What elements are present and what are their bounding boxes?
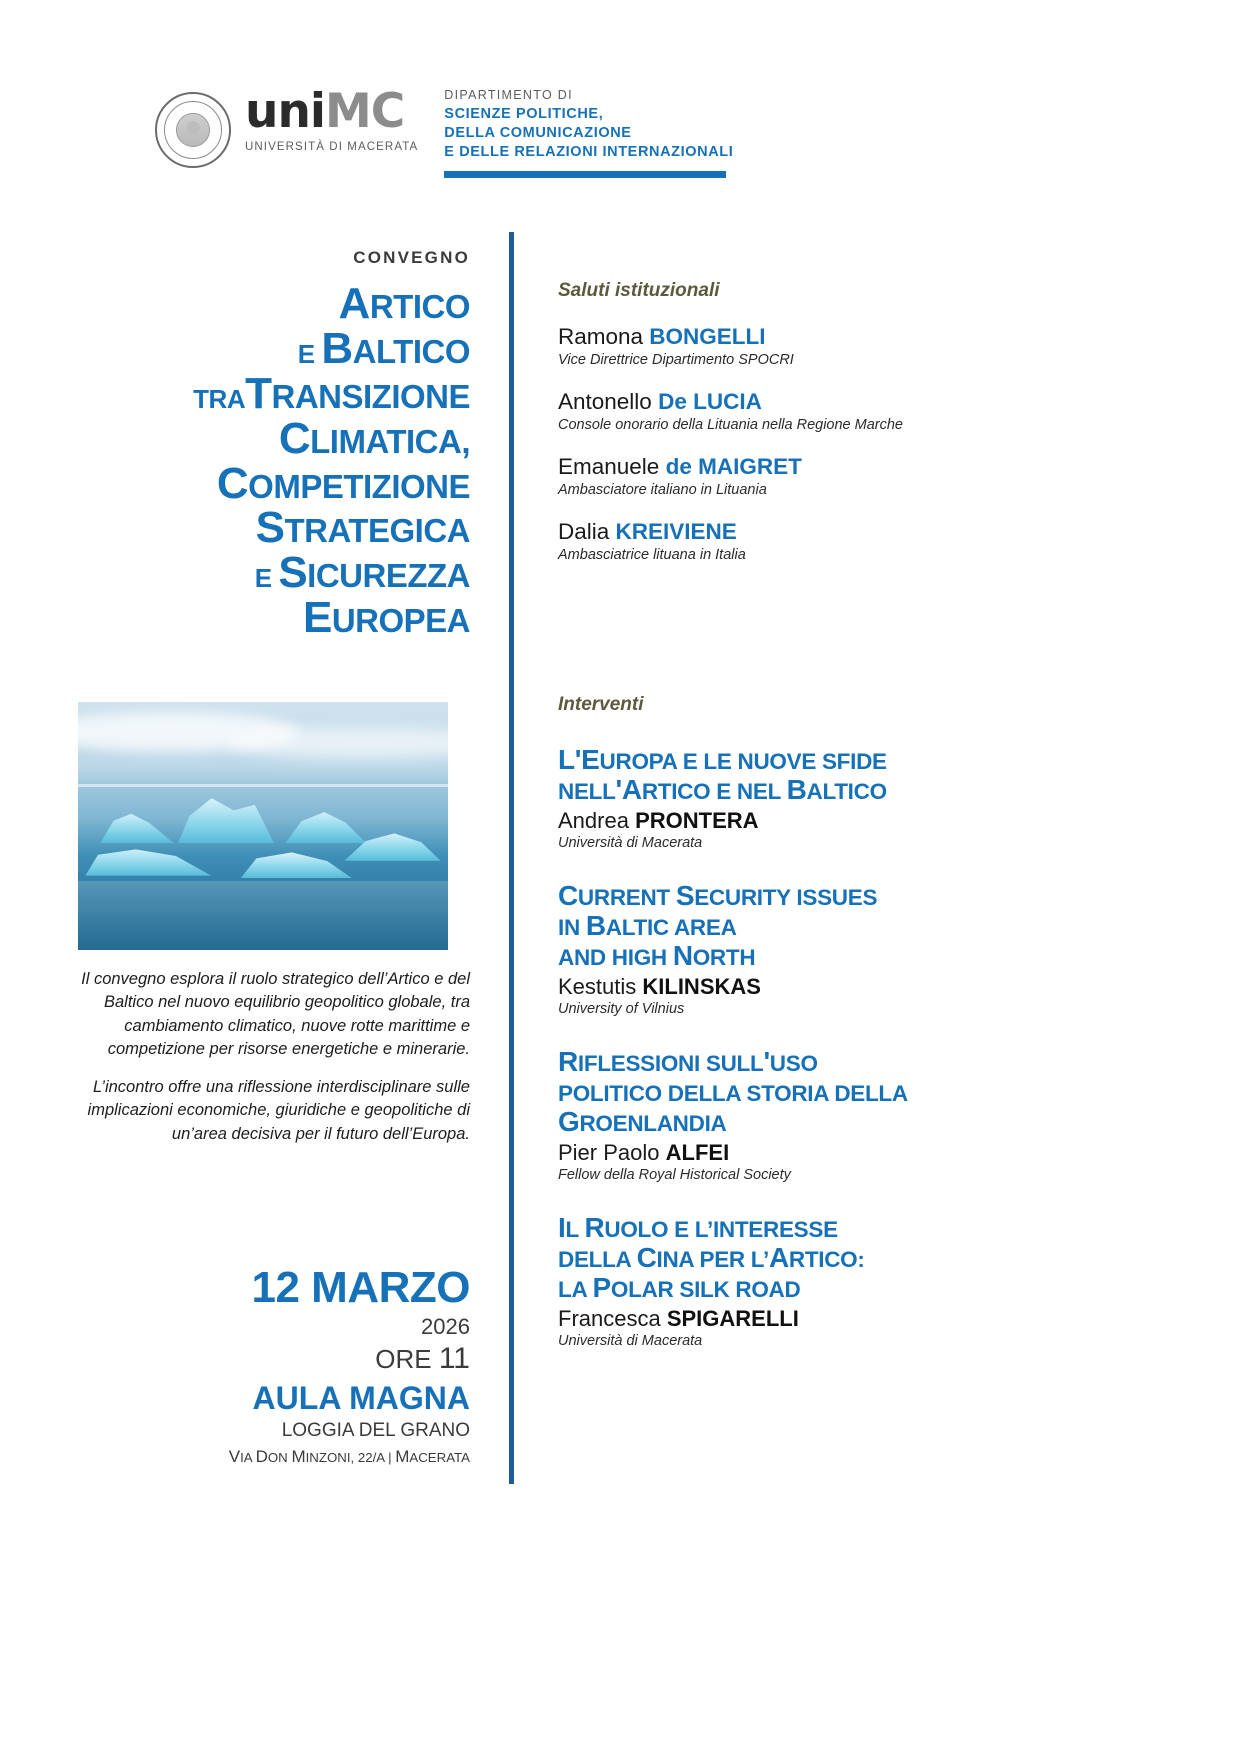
title-run: S	[255, 503, 285, 553]
department-kicker: DIPARTIMENTO DI	[444, 88, 573, 102]
talk-title-run: NELL	[558, 779, 616, 805]
talk-title-run: IFLESSIONI SULL	[577, 1050, 764, 1076]
title-run: TRATEGICA	[284, 512, 470, 550]
talk-title-line-1	[558, 1047, 1118, 1077]
talk-affiliation: University of Vilnius	[558, 1000, 685, 1017]
talk-item	[558, 1213, 1118, 1349]
greeting-first-name: Emanuele	[558, 453, 666, 479]
talk-title-run: ORTH	[692, 945, 756, 971]
greeting-item	[558, 324, 1118, 368]
talk-title-run: I	[558, 1211, 566, 1243]
greeting-name	[558, 324, 1118, 350]
talk-title-run: ROENLANDIA	[579, 1111, 727, 1137]
talk-title-run: UROPA E LE NUOVE SFIDE	[599, 749, 887, 774]
talk-title	[558, 745, 1118, 805]
event-description-paragraph-2: L’incontro offre una riflessione interdisciplinare sulle implicazioni economiche, giuridiche e geopolitiche di un’area decisiva per il futuro dell’Europa.	[87, 1077, 470, 1143]
iceberg-shape	[285, 809, 366, 844]
talk-title-run: ALTICO	[806, 779, 887, 805]
talk-title-run: USO	[769, 1050, 818, 1076]
talk-title-run: L'E	[558, 744, 600, 775]
title-run: RTICO	[369, 288, 470, 325]
greeting-last-name: BONGELLI	[649, 324, 766, 349]
talk-title-line-2	[558, 775, 1118, 805]
speaker-first-name: Pier Paolo	[558, 1140, 666, 1166]
talk-title-run: B	[585, 910, 606, 941]
talk-title-run: R	[584, 1211, 605, 1243]
page-title-line-7	[60, 548, 470, 598]
event-time	[60, 1344, 470, 1374]
left-column	[60, 248, 470, 641]
title-run: E	[297, 338, 322, 369]
talk-title-run: IN	[558, 915, 586, 940]
talk-item	[558, 1047, 1118, 1183]
event-kicker: CONVEGNO	[353, 248, 470, 267]
talk-title-run: ALTIC AREA	[605, 915, 737, 940]
greeting-name	[558, 389, 1118, 415]
greeting-first-name: Dalia	[558, 518, 616, 544]
event-time-label: ORE	[375, 1344, 432, 1374]
talk-affiliation: Università di Macerata	[558, 834, 703, 851]
talk-title-run: A	[768, 1242, 789, 1273]
arctic-icebergs-photo	[78, 702, 448, 950]
page-title-line-8	[60, 593, 470, 643]
horizon-line	[78, 784, 448, 787]
talk-title-run: RTICO:	[788, 1247, 865, 1272]
event-details	[60, 1263, 470, 1466]
talk-title-run: L	[565, 1216, 585, 1242]
page-title-line-2	[60, 323, 470, 373]
talk-title-run: INA PER L’	[656, 1247, 769, 1272]
greeting-last-name: KREIVIENE	[615, 518, 737, 544]
greeting-last-name: De LUCIA	[658, 388, 762, 414]
talk-title-run: URRENT	[577, 884, 676, 910]
talk-affiliation: Università di Macerata	[558, 1332, 703, 1349]
event-time-value: 11	[438, 1342, 470, 1375]
talk-title-run: UOLO E L’INTERESSE	[604, 1216, 838, 1242]
iceberg-shape	[344, 831, 440, 861]
page-title-line-4	[60, 413, 470, 463]
iceberg-shape	[85, 846, 211, 876]
title-run: E	[302, 593, 332, 643]
talk-speaker	[558, 808, 1118, 833]
event-description-paragraph-1: Il convegno esplora il ruolo strategico dell’Artico e del Baltico nel nuovo equilibrio geopolitico globale, tra cambiamento climatico, nuove rotte marittime e competizione per risorse energetiche e minerarie.	[81, 970, 470, 1059]
poster-header	[155, 84, 775, 198]
greeting-role: Console onorario della Lituania nella Regione Marche	[558, 416, 903, 433]
page-title-line-1	[60, 279, 470, 328]
vertical-divider	[509, 232, 514, 1484]
talk-item	[558, 745, 1118, 851]
talk-title-run: '	[763, 1045, 770, 1077]
iceberg-shape	[241, 851, 352, 878]
talk-title-run: ECURITY ISSUES	[694, 884, 878, 910]
talk-title-run: 'A	[615, 774, 642, 806]
talk-title-run: C	[636, 1242, 657, 1273]
talk-title-line-2	[558, 1077, 1118, 1107]
seal-inscription	[157, 94, 229, 166]
greetings-list	[558, 324, 1118, 563]
talk-title-line-1	[558, 1213, 1118, 1243]
talk-title-run: R	[558, 1045, 578, 1077]
talk-title-run: AND HIGH	[558, 945, 673, 971]
speaker-last-name: SPIGARELLI	[666, 1306, 799, 1332]
page-title-line-3	[60, 368, 470, 418]
title-run: A	[338, 279, 370, 328]
page-title-line-6	[60, 503, 470, 553]
title-run: OMPETIZIONE	[248, 467, 470, 505]
cloud-shape-2	[226, 727, 448, 759]
talk-affiliation: Fellow della Royal Historical Society	[558, 1166, 791, 1183]
department-block	[444, 88, 775, 178]
greeting-item	[558, 389, 1118, 433]
talk-title-line-1	[558, 745, 1118, 775]
talks-heading: Interventi	[558, 694, 644, 715]
talk-title-run: LA	[558, 1277, 593, 1303]
address-run: M	[395, 1446, 410, 1466]
talk-item	[558, 881, 1118, 1017]
title-run: UROPEA	[331, 602, 470, 640]
talk-title-run: C	[558, 879, 578, 911]
speaker-last-name: KILINSKAS	[642, 974, 761, 1000]
talks-list	[558, 745, 1118, 1379]
speaker-last-name: ALFEI	[665, 1140, 730, 1166]
address-run: D	[255, 1446, 268, 1466]
talk-title-run: G	[558, 1106, 580, 1138]
talk-title-run: DELLA	[558, 1247, 637, 1272]
greeting-role: Ambasciatrice lituana in Italia	[558, 546, 746, 563]
department-line-1: SCIENZE POLITICHE,	[444, 106, 604, 122]
talk-title-run: P	[592, 1272, 611, 1304]
greeting-last-name: de MAIGRET	[665, 453, 802, 479]
event-year: 2026	[421, 1314, 470, 1339]
title-run: ALTICO	[352, 332, 470, 370]
greeting-item	[558, 454, 1118, 498]
address-run: V	[228, 1446, 241, 1466]
department-line-2: DELLA COMUNICAZIONE	[444, 125, 632, 142]
address-run: INZONI, 22/A |	[305, 1449, 396, 1465]
event-venue-sub: LOGGIA DEL GRANO	[281, 1420, 470, 1441]
greeting-role: Vice Direttrice Dipartimento SPOCRI	[558, 351, 794, 368]
talk-speaker	[558, 1306, 1118, 1331]
address-run: M	[291, 1446, 306, 1466]
title-run: RANSIZIONE	[271, 377, 470, 415]
university-seal-icon	[155, 92, 231, 168]
talk-title-run: S	[675, 879, 695, 911]
talk-title	[558, 1047, 1118, 1138]
unimc-wordmark-uni: uni	[245, 84, 326, 139]
talk-title-run: POLITICO DELLA STORIA DELLA	[558, 1081, 908, 1106]
iceberg-shape	[178, 796, 274, 843]
talk-title-line-2	[558, 1243, 1118, 1273]
page-title	[60, 279, 470, 643]
event-address	[60, 1447, 470, 1467]
talk-title-run: OLAR SILK ROAD	[610, 1277, 801, 1303]
talk-title-line-3	[558, 1273, 1118, 1303]
unimc-wordmark	[245, 84, 418, 139]
greeting-first-name: Antonello	[558, 388, 659, 414]
address-run: IA	[240, 1449, 256, 1465]
talk-title-line-1	[558, 881, 1118, 911]
speaker-first-name: Andrea	[558, 808, 636, 834]
unimc-logo-block	[245, 84, 419, 153]
title-run: B	[321, 323, 353, 373]
title-run: LIMATICA,	[310, 422, 470, 460]
title-run: C	[278, 413, 311, 463]
department-rule	[444, 171, 726, 178]
talk-speaker	[558, 1140, 1118, 1165]
title-run: E	[254, 563, 279, 594]
address-run: ACERATA	[409, 1449, 470, 1465]
talk-title-line-2	[558, 911, 1118, 941]
unimc-wordmark-mc: MC	[325, 84, 405, 139]
title-run: C	[216, 458, 249, 508]
title-run: ICUREZZA	[307, 557, 470, 595]
greetings-heading: Saluti istituzionali	[558, 280, 720, 301]
talk-title-line-3	[558, 1107, 1118, 1137]
talk-title	[558, 1213, 1118, 1304]
talk-title-run: RTICO E NEL	[641, 779, 787, 805]
event-venue: AULA MAGNA	[252, 1380, 470, 1416]
event-description	[40, 968, 470, 1146]
title-run: T	[245, 368, 272, 418]
title-run: S	[278, 548, 308, 598]
page-title-line-5	[60, 458, 470, 508]
title-run: TRA	[193, 383, 246, 414]
department-line-3: E DELLE RELAZIONI INTERNAZIONALI	[444, 144, 734, 161]
water-sheen	[78, 881, 448, 950]
greeting-role: Ambasciatore italiano in Lituania	[558, 481, 767, 498]
greeting-name	[558, 519, 1118, 545]
greeting-item	[558, 519, 1118, 563]
event-date: 12 MARZO	[251, 1263, 470, 1312]
greeting-first-name: Ramona	[558, 324, 650, 349]
iceberg-shape	[100, 811, 174, 843]
greeting-name	[558, 454, 1118, 480]
talk-title	[558, 881, 1118, 972]
right-column	[558, 280, 1118, 1349]
speaker-first-name: Francesca	[558, 1306, 667, 1332]
talk-title-line-3	[558, 941, 1118, 971]
speaker-first-name: Kestutis	[558, 974, 643, 1000]
address-run: ON	[267, 1449, 292, 1465]
speaker-last-name: PRONTERA	[635, 808, 759, 834]
talk-speaker	[558, 974, 1118, 999]
talk-title-run: N	[672, 940, 693, 972]
unimc-subtitle: UNIVERSITÀ DI MACERATA	[245, 141, 419, 153]
talk-title-run: B	[786, 774, 807, 806]
